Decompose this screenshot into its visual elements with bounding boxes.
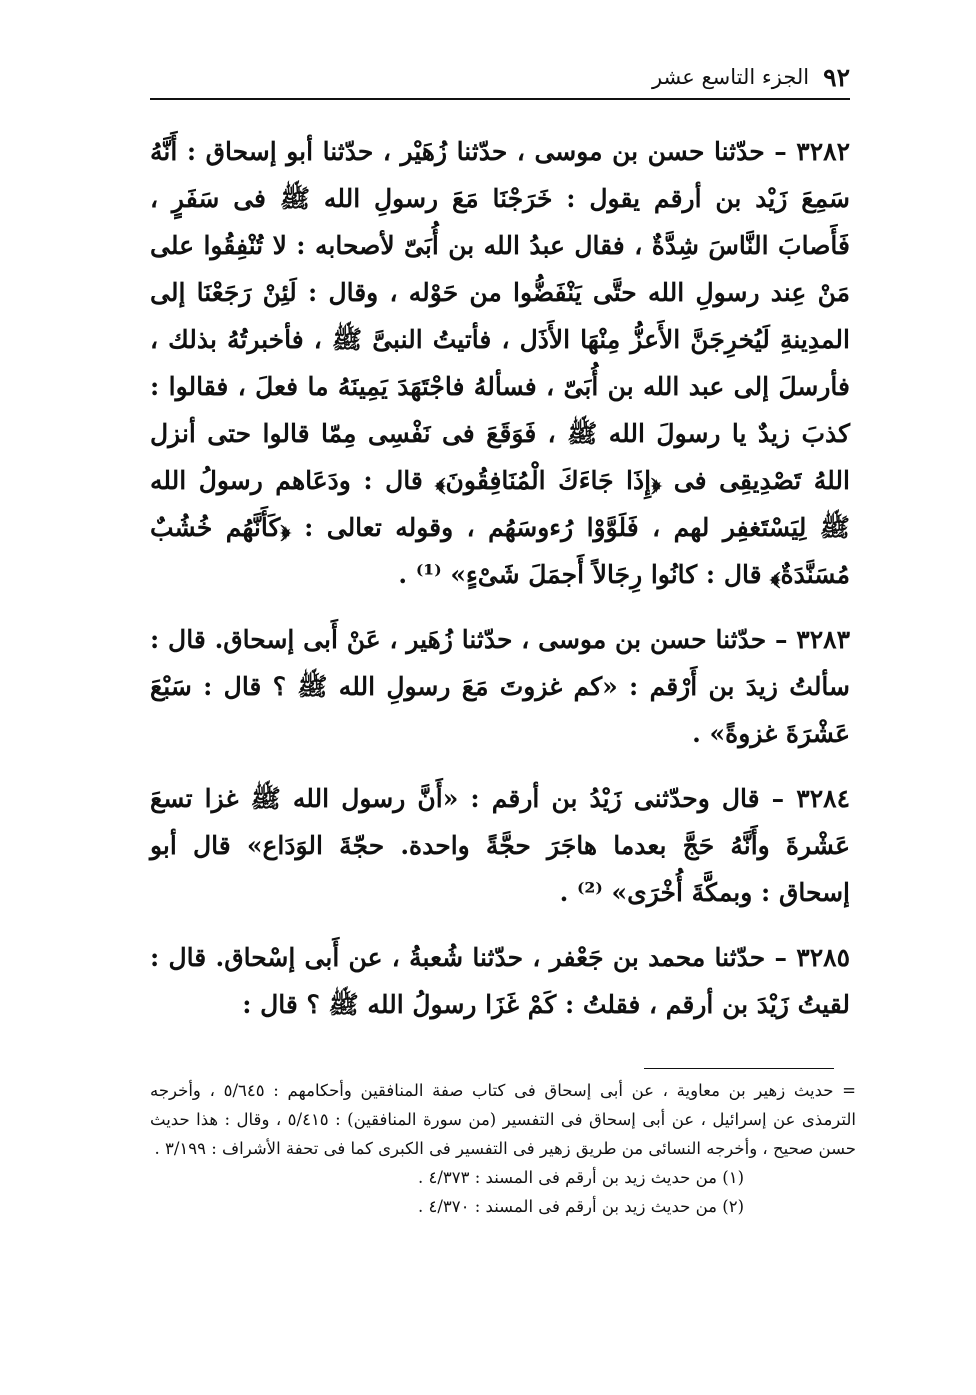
hadith-3285 bbox=[150, 934, 850, 1028]
hadith-text: ٣٢٨٢ – حدّثنا حسن بن موسى ، حدّثنا زُهَيْر ، حدّثنا أبو إسحاق : أَنَّهُ سَمِعَ زَيْد بن أرقم يقول : خَرَجْنَا مَعَ رسولِ الله ﷺ فى سَفَرٍ ، فَأَصابَ النَّاسَ شِدَّةٌ ، فقال عبدُ الله بن أُبَىّ لأصحابه : لا تُنْفِقُوا على مَنْ عِند رسولِ الله حتَّى يَنْفَضُّوا من حَوْله ، وقال : لَئِنْ رَجَعْنَا إلى المدِينةِ لَيُخرِجَنَّ الأَعزُّ مِنْهَا الأَذَل ، فأتيتُ النبىَّ ﷺ ، فأخبرتُهُ بذلك ، فأرسلَ إلى عبد الله بن أُبَىّ ، فسألهُ فاجْتَهَدَ يَمِينَهُ ما فعلَ ، فقالوا : كذبَ زيدٌ يا رسولَ الله ﷺ ، فَوَقَعَ فى نَفْسِى مِمّا قالوا حتى أنزل اللهُ تَصْدِيقِى فى ﴿إِذَا جَاءَكَ الْمُنَافِقُونَ﴾ قال : ودَعَاهم رسولُ الله ﷺ لِيَسْتَغفِر لهم ، فَلَوَّوْا رُءوسَهُم ، وقوله تعالى : ﴿كَأَنَّهُم خُشُبٌ مُسَنَّدَةٌ﴾ قال : كانُوا رِجَالاً أَجمَلَ شَىْءٍ» ⁽¹⁾ . bbox=[150, 137, 850, 589]
page-number: ٩٢ bbox=[823, 62, 850, 92]
hadith-text: ٣٢٨٣ – حدّثنا حسن بن موسى ، حدّثنا زُهَير ، عَنْ أَبى إسحاق. قال : سألتُ زيدَ بن أَرْقم : «كم غزوتَ مَعَ رسولِ الله ﷺ ؟ قال : سَبْعَ عَشْرَةَ غزوةً» . bbox=[150, 625, 850, 748]
hadith-text: ٣٢٨٤ – قال وحدّثنى زَيْدُ بن أرقم : «أَنَّ رسول الله ﷺ غزا تسعَ عَشْرةَ وأَنَّهُ حَجَّ بعدما هاجَرَ حجَّةً واحدة. حجّةَ الوَدَاع» قال أبو إسحاق : وبمكَّةَ أُخْرَى» ⁽²⁾ . bbox=[150, 784, 850, 907]
footnote-1: (١) من حديث زيد بن أرقم فى المسند : ٤/٣٧٣ . bbox=[417, 1168, 744, 1187]
main-text bbox=[150, 128, 850, 1046]
footnotes bbox=[150, 1076, 856, 1221]
hadith-text: ٣٢٨٥ – حدّثنا محمد بن جَعْفر ، حدّثنا شُعبةُ ، عن أَبى إسْحاق. قال : لقيتُ زَيْدَ بن أرقم ، فقلتُ : كَمْ غَزَا رسولُ الله ﷺ ؟ قال : bbox=[150, 943, 850, 1019]
footnote-2: (٢) من حديث زيد بن أرقم فى المسند : ٤/٣٧٠ . bbox=[417, 1197, 744, 1216]
hadith-3283 bbox=[150, 616, 850, 757]
hadith-3284 bbox=[150, 775, 850, 916]
footnote-separator bbox=[644, 1068, 834, 1069]
header-title: الجزء التاسع عشر bbox=[651, 65, 810, 89]
running-header bbox=[150, 56, 850, 100]
hadith-3282 bbox=[150, 128, 850, 598]
footnote-continuation: = حديث زهير بن معاوية ، عن أبى إسحاق فى كتاب صفة المنافقين وأحكامهم : ٥/٦٤٥ ، وأخرجه الترمذى عن إسرائيل ، عن أبى إسحاق فى التفسير (من سورة المنافقين) : ٥/٤١٥ ، وقال : هذا حديث حسن صحيح ، وأخرجه النسائى من طريق زهير فى التفسير فى الكبرى كما فى تحفة الأشراف : ٣/١٩٩ . bbox=[150, 1081, 857, 1158]
